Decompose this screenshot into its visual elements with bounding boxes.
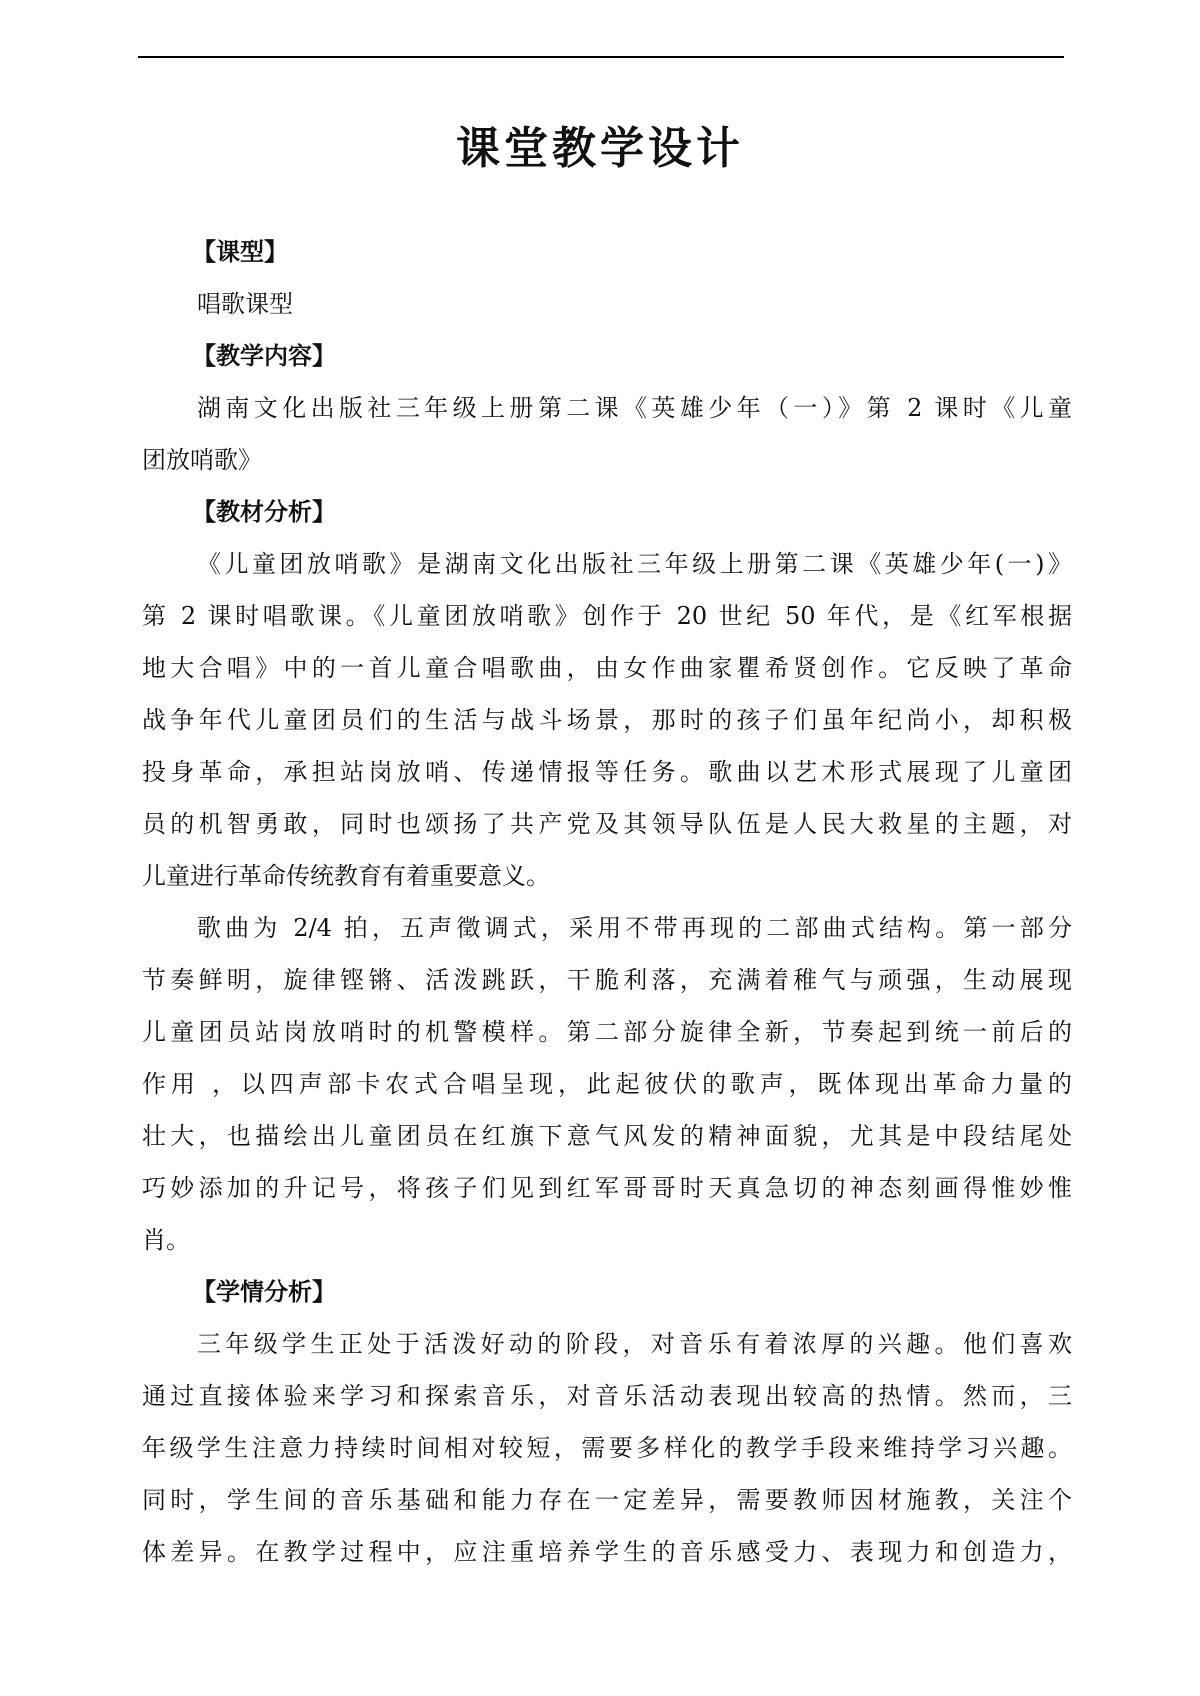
section-heading-material-analysis: 【教材分析】: [192, 498, 336, 526]
material-analysis-line: 作用 ，以四声部卡农式合唱呈现，此起彼伏的歌声，既体现出革命力量的: [142, 1070, 1072, 1098]
header-rule: [138, 56, 1064, 58]
material-analysis-line: 《儿童团放哨歌》是湖南文化出版社三年级上册第二课《英雄少年(一)》: [197, 550, 1072, 578]
material-analysis-line: 巧妙添加的升记号，将孩子们见到红军哥哥时天真急切的神态刻画得惟妙惟: [142, 1174, 1072, 1202]
section-heading-teaching-content: 【教学内容】: [192, 342, 336, 370]
material-analysis-line: 第 2 课时唱歌课。《儿童团放哨歌》创作于 20 世纪 50 年代，是《红军根据: [142, 602, 1072, 630]
material-analysis-line: 地大合唱》中的一首儿童合唱歌曲，由女作曲家瞿希贤创作。它反映了革命: [142, 654, 1072, 682]
section-heading-learner-analysis: 【学情分析】: [192, 1278, 336, 1306]
material-analysis-line: 肖。: [142, 1226, 190, 1254]
document-body: [142, 226, 1072, 1578]
material-analysis-line: 儿童进行革命传统教育有着重要意义。: [142, 862, 550, 890]
learner-analysis-line: 通过直接体验来学习和探索音乐，对音乐活动表现出较高的热情。然而，三: [142, 1382, 1072, 1410]
material-analysis-line: 员的机智勇敢，同时也颂扬了共产党及其领导队伍是人民大救星的主题，对: [142, 810, 1072, 838]
teaching-content-line: 湖南文化出版社三年级上册第二课《英雄少年（一）》第 2 课时《儿童: [197, 394, 1072, 422]
course-type-text: 唱歌课型: [197, 290, 293, 318]
material-analysis-line: 战争年代儿童团员们的生活与战斗场景，那时的孩子们虽年纪尚小，却积极: [142, 706, 1072, 734]
learner-analysis-line: 同时，学生间的音乐基础和能力存在一定差异，需要教师因材施教，关注个: [142, 1486, 1072, 1514]
material-analysis-line: 投身革命，承担站岗放哨、传递情报等任务。歌曲以艺术形式展现了儿童团: [142, 758, 1072, 786]
learner-analysis-line: 体差异。在教学过程中，应注重培养学生的音乐感受力、表现力和创造力，: [142, 1538, 1072, 1566]
section-heading-course-type: 【课型】: [192, 238, 288, 266]
learner-analysis-line: 年级学生注意力持续时间相对较短，需要多样化的教学手段来维持学习兴趣。: [142, 1434, 1072, 1462]
material-analysis-line: 壮大，也描绘出儿童团员在红旗下意气风发的精神面貌，尤其是中段结尾处: [142, 1122, 1072, 1150]
material-analysis-line: 节奏鲜明，旋律铿锵、活泼跳跃，干脆利落，充满着稚气与顽强，生动展现: [142, 966, 1072, 994]
document-title: 课堂教学设计: [456, 123, 744, 174]
material-analysis-line: 歌曲为 2/4 拍，五声徵调式，采用不带再现的二部曲式结构。第一部分: [197, 914, 1072, 942]
learner-analysis-line: 三年级学生正处于活泼好动的阶段，对音乐有着浓厚的兴趣。他们喜欢: [197, 1330, 1072, 1358]
teaching-content-line: 团放哨歌》: [142, 446, 262, 474]
material-analysis-line: 儿童团员站岗放哨时的机警模样。第二部分旋律全新，节奏起到统一前后的: [142, 1018, 1072, 1046]
